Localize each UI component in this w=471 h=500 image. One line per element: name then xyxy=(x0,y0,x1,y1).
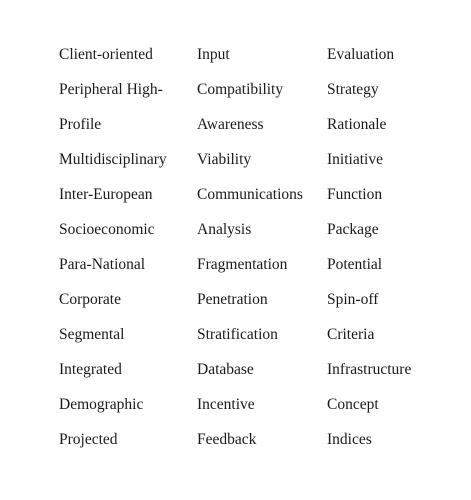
column-1-word: Multidisciplinary xyxy=(59,151,167,168)
column-3-word: Concept xyxy=(327,396,379,413)
column-1-word: Integrated xyxy=(59,361,122,378)
column-1-word: Demographic xyxy=(59,396,144,413)
column-1-word: Projected xyxy=(59,431,118,448)
column-3-word: Indices xyxy=(327,431,372,448)
column-2-word: Stratification xyxy=(197,326,278,343)
column-3-word: Infrastructure xyxy=(327,361,412,378)
column-1-word: Para-National xyxy=(59,256,146,273)
column-3-word: Strategy xyxy=(327,81,379,98)
word-table xyxy=(59,45,437,465)
column-2-word: Compatibility xyxy=(197,81,284,98)
column-3-word: Evaluation xyxy=(327,46,395,63)
column-1-word: Peripheral High- xyxy=(59,81,163,98)
column-2-word: Feedback xyxy=(197,431,257,448)
column-3-word: Rationale xyxy=(327,116,387,133)
column-3-word: Function xyxy=(327,186,383,203)
column-2-word: Input xyxy=(197,46,230,63)
column-3-word: Potential xyxy=(327,256,383,273)
column-1-word: Profile xyxy=(59,116,102,133)
column-3-word: Spin-off xyxy=(327,291,379,308)
column-3-word: Package xyxy=(327,221,379,238)
column-3-word: Criteria xyxy=(327,326,375,343)
column-1-word: Inter-European xyxy=(59,186,153,203)
column-2-word: Penetration xyxy=(197,291,268,308)
column-1-word: Segmental xyxy=(59,326,125,343)
column-2-word: Awareness xyxy=(197,116,264,133)
column-1-word: Socioeconomic xyxy=(59,221,155,238)
column-3-word: Initiative xyxy=(327,151,383,168)
column-1-word: Client-oriented xyxy=(59,46,153,63)
column-2-word: Viability xyxy=(197,151,252,168)
column-2-word: Incentive xyxy=(197,396,255,413)
column-2-word: Fragmentation xyxy=(197,256,288,273)
column-2-word: Communications xyxy=(197,186,303,203)
column-2-word: Analysis xyxy=(197,221,252,238)
column-2-word: Database xyxy=(197,361,254,378)
column-1-word: Corporate xyxy=(59,291,121,308)
